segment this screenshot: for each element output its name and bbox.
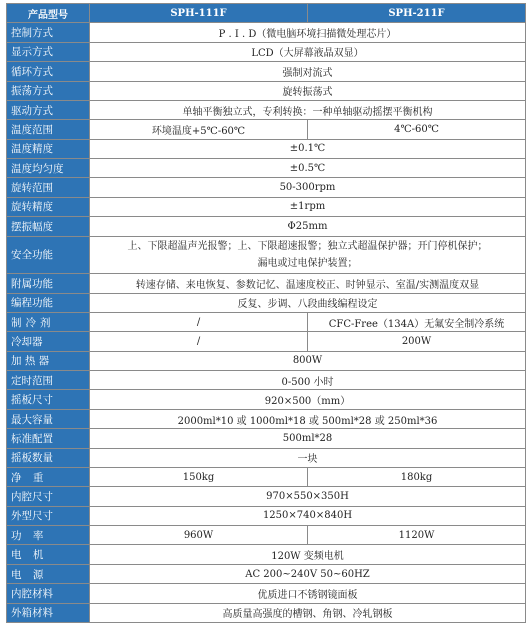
header-label: 产品型号 — [7, 4, 90, 23]
table-row — [7, 139, 526, 158]
table-row — [7, 217, 526, 236]
row-label: 摆振幅度 — [7, 217, 90, 236]
model-b-header: SPH-211F — [308, 4, 526, 23]
row-label: 安全功能 — [7, 236, 90, 274]
table-row — [7, 584, 526, 603]
row-label: 循环方式 — [7, 62, 90, 81]
table-row — [7, 120, 526, 139]
table-row — [7, 487, 526, 506]
row-label: 冷却器 — [7, 332, 90, 351]
table-row — [7, 274, 526, 293]
row-value-a: 960W — [90, 526, 308, 545]
row-label: 外型尺寸 — [7, 506, 90, 525]
row-value-a: / — [90, 312, 308, 331]
row-value-a: 环境温度+5℃-60℃ — [90, 120, 308, 139]
row-value: 800W — [90, 351, 526, 370]
row-value: 转速存储、来电恢复、参数记忆、温速度校正、时钟显示、室温/实测温度双显 — [90, 274, 526, 293]
row-value: 920×500（mm） — [90, 390, 526, 409]
row-value-b: 200W — [308, 332, 526, 351]
row-value: AC 200~240V 50~60HZ — [90, 564, 526, 583]
row-label: 振荡方式 — [7, 81, 90, 100]
table-row — [7, 312, 526, 331]
row-value: 高质量高强度的槽钢、角钢、冷轧钢板 — [90, 603, 526, 622]
row-value: 50-300rpm — [90, 178, 526, 197]
row-label: 制冷剂 — [7, 312, 90, 331]
table-row — [7, 351, 526, 370]
table-row — [7, 236, 526, 274]
row-label: 功 率 — [7, 526, 90, 545]
row-value-a: / — [90, 332, 308, 351]
row-value-line: 上、下限超温声光报警；上、下限超速报警；独立式超温保护器；开门停机保护； — [127, 240, 488, 252]
row-value-b: CFC-Free（134A）无氟安全制冷系统 — [308, 312, 526, 331]
row-label: 摇板尺寸 — [7, 390, 90, 409]
row-label: 电 机 — [7, 545, 90, 564]
table-row — [7, 23, 526, 42]
row-label: 电 源 — [7, 564, 90, 583]
table-header-row — [7, 4, 526, 23]
row-label: 驱动方式 — [7, 100, 90, 119]
row-value: 优质进口不锈钢镜面板 — [90, 584, 526, 603]
row-value: 500ml*28 — [90, 429, 526, 448]
row-value: 2000ml*10 或 1000ml*18 或 500ml*28 或 250ml*36 — [90, 409, 526, 428]
table-row — [7, 526, 526, 545]
table-row — [7, 603, 526, 622]
row-value: 旋转振荡式 — [90, 81, 526, 100]
row-label: 温度均匀度 — [7, 159, 90, 178]
table-row — [7, 564, 526, 583]
table-row — [7, 178, 526, 197]
table-row — [7, 429, 526, 448]
row-value: Φ25mm — [90, 217, 526, 236]
row-label: 附属功能 — [7, 274, 90, 293]
table-row — [7, 100, 526, 119]
row-value-b: 4℃-60℃ — [308, 120, 526, 139]
row-label: 旋转精度 — [7, 197, 90, 216]
table-row — [7, 448, 526, 467]
row-label: 旋转范围 — [7, 178, 90, 197]
table-row — [7, 62, 526, 81]
row-value-line: 漏电或过电保护装置； — [257, 257, 358, 269]
table-row — [7, 390, 526, 409]
row-label: 内腔材料 — [7, 584, 90, 603]
row-value: LCD（大屏幕液晶双显） — [90, 42, 526, 61]
row-value: ±0.1℃ — [90, 139, 526, 158]
row-label: 编程功能 — [7, 293, 90, 312]
row-label: 定时范围 — [7, 371, 90, 390]
row-value: ±0.5℃ — [90, 159, 526, 178]
row-label: 净 重 — [7, 467, 90, 486]
table-row — [7, 506, 526, 525]
row-label: 显示方式 — [7, 42, 90, 61]
row-value-a: 150kg — [90, 467, 308, 486]
table-row — [7, 159, 526, 178]
table-row — [7, 293, 526, 312]
row-value: 120W 变频电机 — [90, 545, 526, 564]
model-a-header: SPH-111F — [90, 4, 308, 23]
table-row — [7, 332, 526, 351]
row-value: 单轴平衡独立式，专利转换：一种单轴驱动摇摆平衡机构 — [90, 100, 526, 119]
table-row — [7, 545, 526, 564]
row-label: 控制方式 — [7, 23, 90, 42]
row-value: P . I . D（微电脑环境扫描微处理芯片） — [90, 23, 526, 42]
spec-table — [6, 3, 526, 623]
row-value — [90, 236, 526, 274]
row-value: ±1rpm — [90, 197, 526, 216]
row-value-b: 1120W — [308, 526, 526, 545]
row-value-b: 180kg — [308, 467, 526, 486]
row-label: 温度范围 — [7, 120, 90, 139]
row-value: 1250×740×840H — [90, 506, 526, 525]
table-row — [7, 42, 526, 61]
row-value: 反复、步调、八段曲线编程设定 — [90, 293, 526, 312]
row-label: 摇板数量 — [7, 448, 90, 467]
row-label: 温度精度 — [7, 139, 90, 158]
table-row — [7, 467, 526, 486]
table-row — [7, 197, 526, 216]
row-label: 外箱材料 — [7, 603, 90, 622]
row-value: 970×550×350H — [90, 487, 526, 506]
row-label: 加 热 器 — [7, 351, 90, 370]
table-row — [7, 81, 526, 100]
table-row — [7, 371, 526, 390]
row-label: 最大容量 — [7, 409, 90, 428]
table-row — [7, 409, 526, 428]
row-label: 标准配置 — [7, 429, 90, 448]
row-value: 强制对流式 — [90, 62, 526, 81]
row-value: 一块 — [90, 448, 526, 467]
row-value: 0-500 小时 — [90, 371, 526, 390]
row-label: 内腔尺寸 — [7, 487, 90, 506]
